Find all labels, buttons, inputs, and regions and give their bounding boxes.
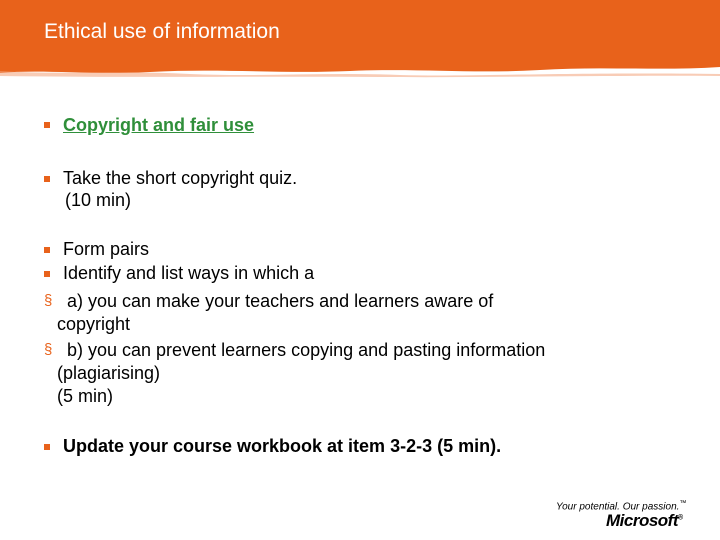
logo-tagline-text: Your potential. Our passion. [556,501,680,513]
quiz-text-line2: (10 min) [65,190,132,210]
bullet-square-icon [44,176,50,182]
quiz-text-line1: Take the short copyright quiz. [63,168,298,188]
bullet-square-icon [44,247,50,253]
sub-item-a-line2: copyright [57,314,131,334]
title-bar-brush-edge [0,62,720,78]
section-sign-bullet-icon: § [44,341,53,358]
identify-text: Identify and list ways in which a [63,263,315,283]
copyright-fair-use-link[interactable] [63,114,254,136]
sub-item-b-line2: (plagiarising) [57,363,161,383]
brand-registered-mark: ® [678,514,683,522]
bullet-square-icon [44,444,50,450]
sub-item-b-line1: b) you can prevent learners copying and pasting information [67,340,546,360]
form-pairs-text: Form pairs [63,239,150,259]
copyright-link-text[interactable]: Copyright and fair use [63,115,255,135]
sub-item-a-line1: a) you can make your teachers and learners aware of [67,291,494,311]
microsoft-logo [606,511,683,531]
slide-title: Ethical use of information [44,20,280,43]
tagline-trademark: ™ [679,500,687,507]
section-sign-bullet-icon: § [44,292,53,309]
update-workbook-text: Update your course workbook at item 3-2-3 (5 min). [63,436,502,456]
microsoft-logo-text: Microsoft [606,511,678,530]
sub-item-b-line3: (5 min) [57,386,114,406]
bullet-square-icon [44,122,50,128]
bullet-square-icon [44,271,50,277]
